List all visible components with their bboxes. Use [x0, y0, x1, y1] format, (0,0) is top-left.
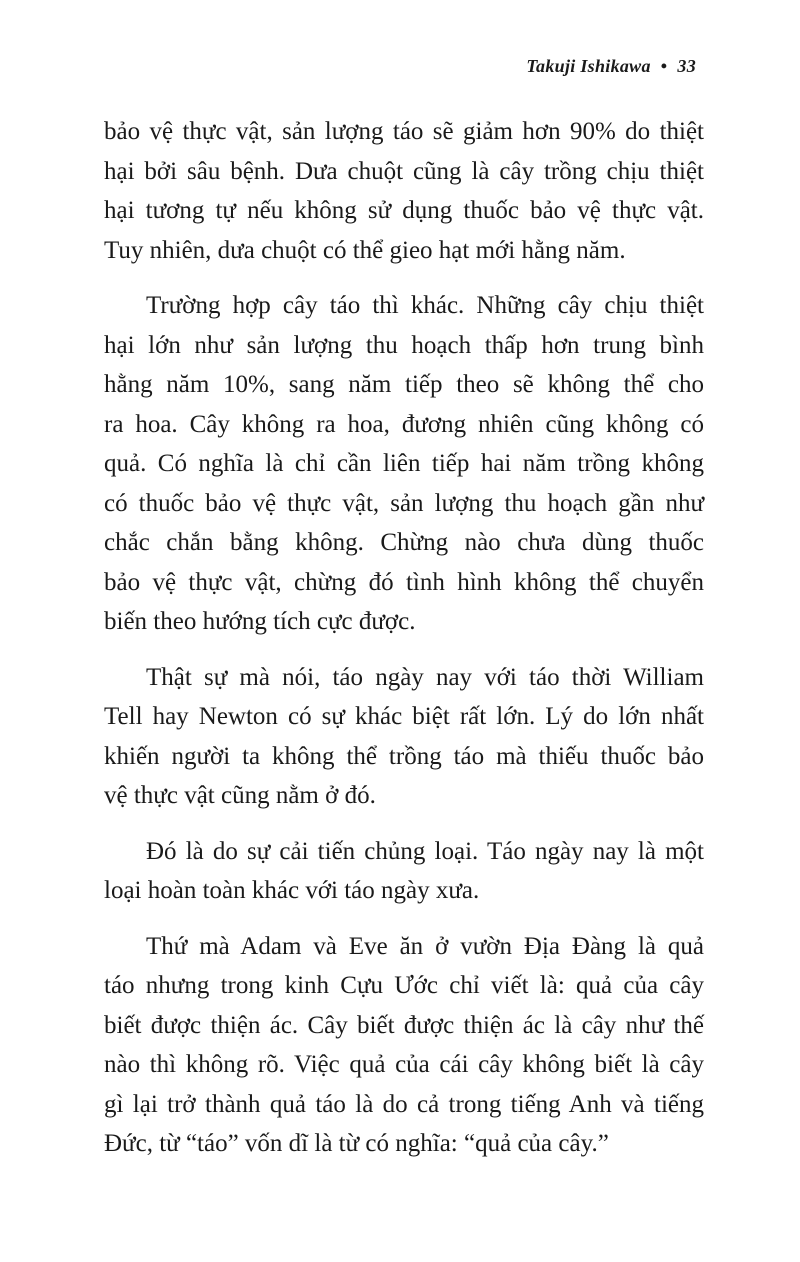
- paragraph: [104, 658, 704, 816]
- text-line: biến theo hướng tích cực được.: [104, 608, 416, 635]
- page-number: 33: [677, 56, 696, 76]
- paragraph: [104, 286, 704, 642]
- text-line: có thuốc bảo vệ thực vật, sản lượng thu hoạch gần như: [104, 489, 704, 517]
- text-line: gì lại trở thành quả táo là do cả trong tiếng Anh và tiếng: [104, 1090, 704, 1118]
- text-line: biết được thiện ác. Cây biết được thiện ác là cây như thế: [104, 1011, 704, 1039]
- text-line: Thật sự mà nói, táo ngày nay với táo thời William: [146, 663, 704, 691]
- text-line: Tuy nhiên, dưa chuột có thể gieo hạt mới hằng năm.: [104, 236, 626, 264]
- header-separator: •: [660, 56, 668, 76]
- text-line: vệ thực vật cũng nằm ở đó.: [104, 782, 376, 809]
- text-line: hại lớn như sản lượng thu hoạch thấp hơn trung bình: [104, 331, 704, 359]
- text-line: chắc chắn bằng không. Chừng nào chưa dùng thuốc: [104, 529, 704, 556]
- text-line: ra hoa. Cây không ra hoa, đương nhiên cũng không có: [104, 410, 704, 438]
- text-line: hằng năm 10%, sang năm tiếp theo sẽ không thể cho: [104, 371, 704, 398]
- text-line: hại tương tự nếu không sử dụng thuốc bảo vệ thực vật.: [104, 197, 704, 224]
- text-line: Thứ mà Adam và Eve ăn ở vườn Địa Đàng là quả: [146, 932, 704, 960]
- text-line: quả. Có nghĩa là chỉ cần liên tiếp hai năm trồng không: [104, 450, 704, 477]
- body-text: [104, 112, 704, 1180]
- text-line: bảo vệ thực vật, sản lượng táo sẽ giảm hơn 90% do thiệt: [104, 118, 704, 145]
- header-author: Takuji Ishikawa: [526, 56, 651, 76]
- paragraph: [104, 112, 704, 270]
- text-line: hại bởi sâu bệnh. Dưa chuột cũng là cây trồng chịu thiệt: [104, 157, 704, 185]
- running-header: [526, 56, 696, 77]
- text-line: bảo vệ thực vật, chừng đó tình hình không thể chuyển: [104, 568, 704, 596]
- text-line: Trường hợp cây táo thì khác. Những cây chịu thiệt: [146, 292, 704, 319]
- text-line: Tell hay Newton có sự khác biệt rất lớn. Lý do lớn nhất: [104, 703, 704, 730]
- text-line: Đó là do sự cải tiến chủng loại. Táo ngày nay là một: [146, 837, 704, 865]
- paragraph: [104, 832, 704, 911]
- paragraph: [104, 927, 704, 1164]
- text-line: nào thì không rõ. Việc quả của cái cây không biết là cây: [104, 1051, 704, 1078]
- text-line: táo nhưng trong kinh Cựu Ước chỉ viết là: quả của cây: [104, 972, 704, 999]
- text-line: khiến người ta không thể trồng táo mà thiếu thuốc bảo: [104, 742, 704, 770]
- text-line: loại hoàn toàn khác với táo ngày xưa.: [104, 877, 480, 904]
- text-line: Đức, từ “táo” vốn dĩ là từ có nghĩa: “quả của cây.”: [104, 1130, 609, 1157]
